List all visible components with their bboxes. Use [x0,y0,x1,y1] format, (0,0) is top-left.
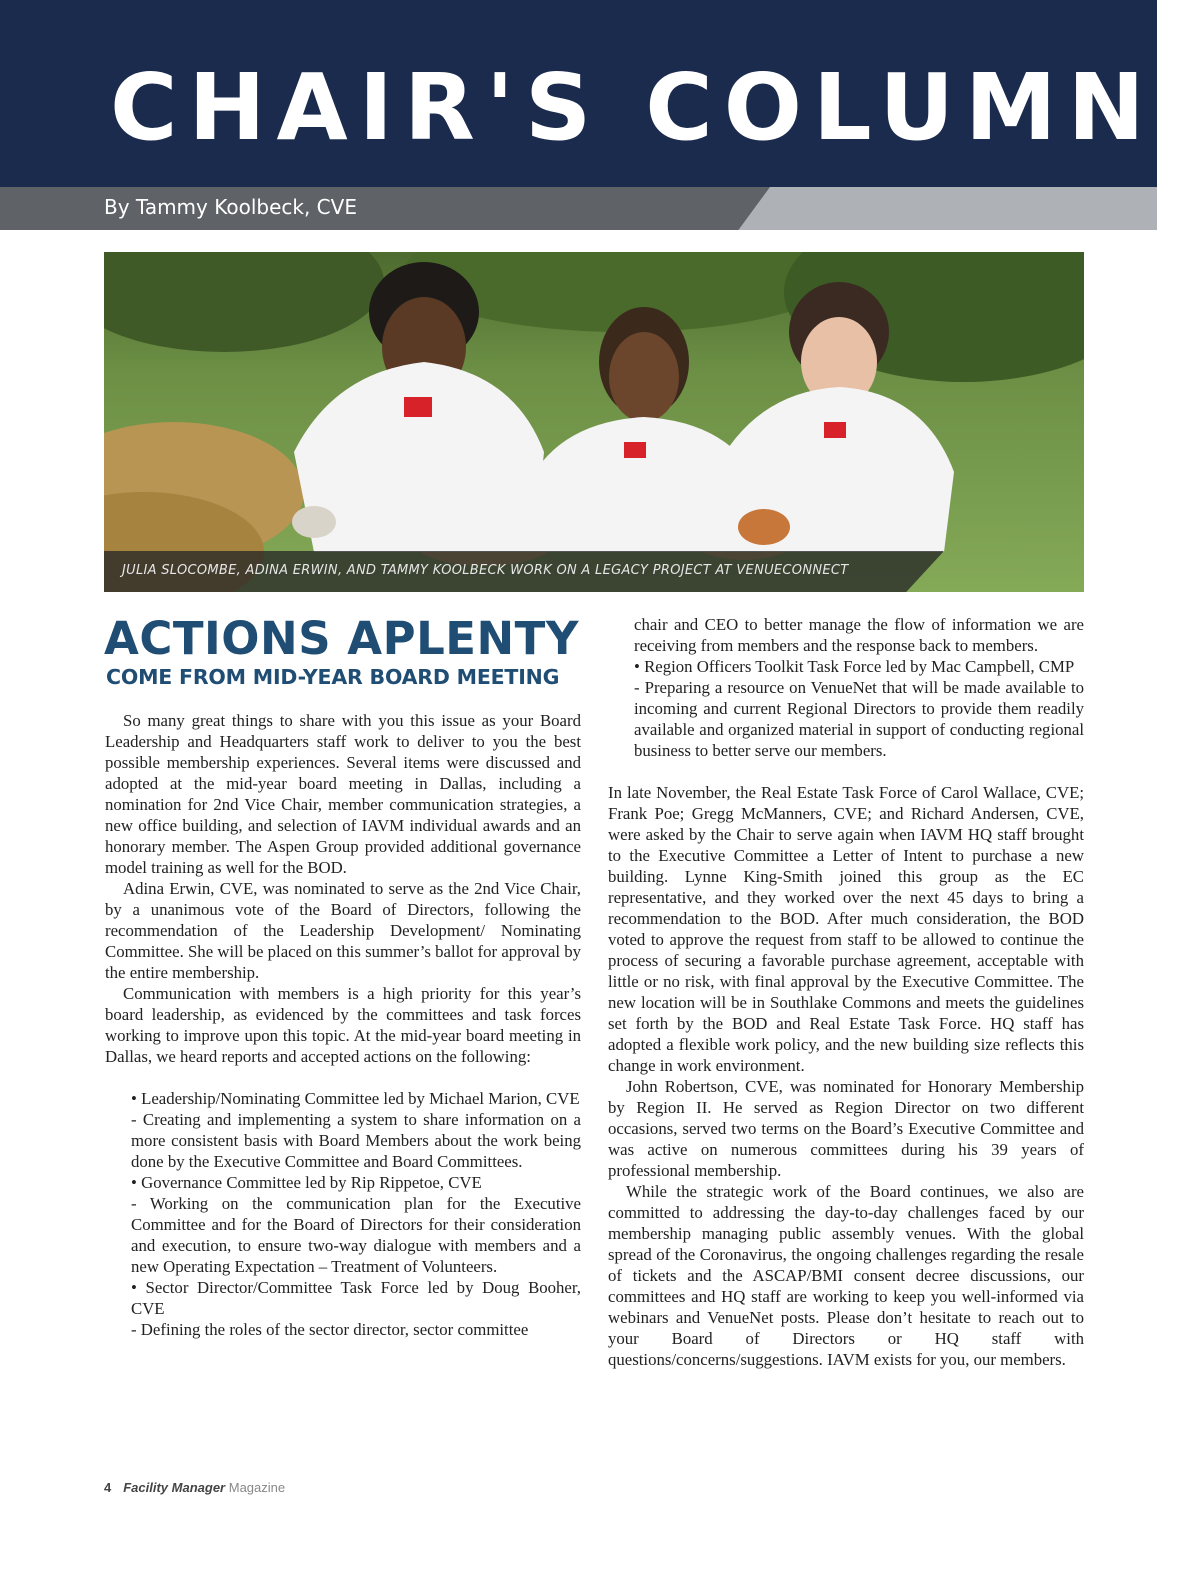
header-banner [0,0,1157,187]
page-title: CHAIR'S COLUMN [110,54,1156,161]
list-item: • Governance Committee led by Rip Rippetoe, CVE [131,1173,482,1192]
list-item: - Working on the communication plan for the Executive Committee and for the Board of Directors for their consideration and execution, to ensure two-way dialogue with members and a new Operating Expectation – Treatment of Volunteers. [131,1194,581,1276]
feature-photo [104,252,1084,592]
photo-illustration [104,252,1084,592]
list-item: • Region Officers Toolkit Task Force led by Mac Campbell, CMP [634,657,1075,676]
list-item: - Creating and implementing a system to share information on a more consistent basis with Board Members about the work being done by the Executive Committee and Board Committees. [131,1110,581,1171]
byline-bar [0,187,1157,230]
list-item: • Sector Director/Committee Task Force led by Doug Booher, CVE [131,1278,581,1318]
paragraph: So many great things to share with you this issue as your Board Leadership and Headquarters staff work to deliver to you the best possible membership experiences. Several items were discussed and adopted at the mid-year board meeting in Dallas, including a nomination for 2nd Vice Chair, member communication strategies, a new office building, and selection of IAVM individual awards and an honorary member. The Aspen Group provided additional governance model training as well for the BOD. [105,711,581,877]
list-item: • Leadership/Nominating Committee led by Michael Marion, CVE [131,1089,580,1108]
photo-caption: JULIA SLOCOMBE, ADINA ERWIN, AND TAMMY KOOLBECK WORK ON A LEGACY PROJECT AT VENUECONNECT [122,563,849,578]
page-number: 4 [104,1480,112,1495]
article-column-1 [105,710,581,1340]
article-column-2 [608,614,1084,1370]
article-subhead: COME FROM MID-YEAR BOARD MEETING [106,665,560,689]
paragraph: Communication with members is a high priority for this year’s board leadership, as evidenced by the committees and task forces working to improve upon this topic. At the mid-year board meeting in Dallas, we heard reports and accepted actions on the following: [105,984,581,1066]
list-item: - Preparing a resource on VenueNet that will be made available to incoming and current Regional Directors to provide them readily available and organized material in support of conducting regional business to better serve our members. [634,678,1084,760]
list-item: - Defining the roles of the sector director, sector committee [131,1320,529,1339]
paragraph: Adina Erwin, CVE, was nominated to serve as the 2nd Vice Chair, by a unanimous vote of the Board of Directors, following the recommendation of the Leadership Development/ Nominating Committee. She will be placed on this summer’s ballot for approval by the entire membership. [105,879,582,982]
magazine-name: Facility Manager [123,1480,226,1495]
page-footer [104,1480,285,1495]
byline: By Tammy Koolbeck, CVE [104,195,357,219]
paragraph: While the strategic work of the Board continues, we also are committed to addressing the day-to-day challenges faced by our membership managing public assembly venues. With the global spread of the Coronavirus, the ongoing challenges regarding the resale of tickets and the ASCAP/BMI consent decree discussions, our committees and HQ staff are working to keep you well-informed via webinars and VenueNet posts. Please don’t hesitate to reach out to your Board of Directors or HQ staff with questions/concerns/suggestions. IAVM exists for you, our members. [608,1182,1084,1369]
article-headline: ACTIONS APLENTY [104,612,579,665]
list-item: chair and CEO to better manage the flow of information we are receiving from members and the response back to members. [634,615,1084,655]
paragraph: In late November, the Real Estate Task Force of Carol Wallace, CVE; Frank Poe; Gregg McManners, CVE; and Richard Andersen, CVE, were asked by the Chair to serve again when IAVM HQ staff brought to the Executive Committee a Letter of Intent to purchase a new building. Lynne King-Smith joined this group as the EC representative, and they worked over the next 45 days to bring a recommendation to the BOD. After much consideration, the BOD voted to approve the request from staff to be allowed to continue the process of securing a favorable purchase agreement, acceptable with little or no risk, with final approval by the Executive Committee. The new location will be in Southlake Commons and meets the guidelines set forth by the BOD and Real Estate Task Force. HQ staff has adopted a flexible work policy, and the new building size reflects this change in work environment. [608,783,1084,1075]
paragraph: John Robertson, CVE, was nominated for Honorary Membership by Region II. He served as Region Director on two different occasions, served two terms on the Board’s Executive Committee and was active on numerous committees during his 39 years of professional membership. [608,1077,1084,1180]
magazine-suffix: Magazine [228,1480,286,1495]
